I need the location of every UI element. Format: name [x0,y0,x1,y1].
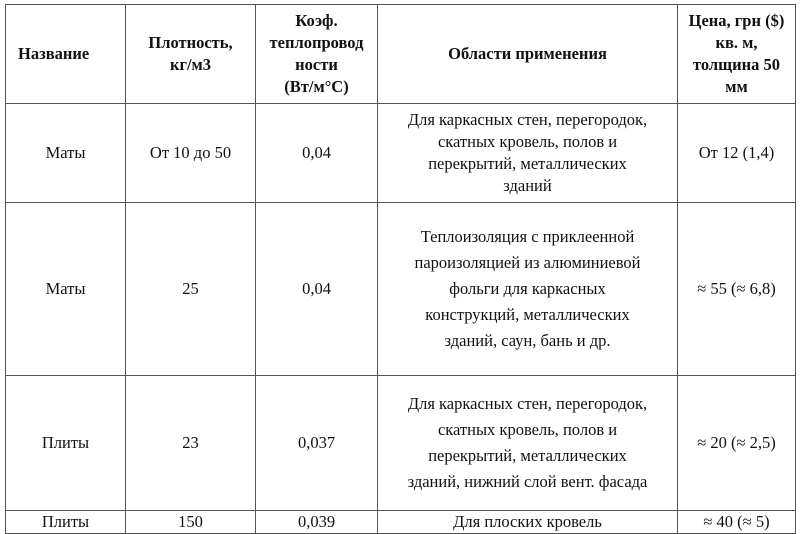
area-line: пароизоляцией из алюминиевой [414,253,641,272]
cell-name: Маты [6,104,126,203]
header-name [6,5,126,104]
header-price-line: кв. м, [715,33,758,52]
cell-area [378,376,678,511]
header-price [678,5,796,104]
header-price-line: Цена, грн ($) [688,11,785,30]
cell-density: 25 [126,203,256,376]
header-density [126,5,256,104]
header-density-line: кг/м3 [169,55,212,74]
cell-density: 150 [126,511,256,534]
cell-coef: 0,039 [256,511,378,534]
area-line: Для плоских кровель [453,512,602,531]
cell-density: От 10 до 50 [126,104,256,203]
header-coef-line: Коэф. [295,11,338,30]
header-coef-line: (Вт/м°С) [284,77,349,96]
area-line: зданий [503,176,552,195]
table-row [6,104,796,203]
cell-name: Плиты [6,376,126,511]
area-line: зданий, саун, бань и др. [444,331,611,350]
cell-area [378,203,678,376]
header-price-line: мм [725,77,748,96]
area-line: фольги для каркасных [449,279,606,298]
area-line: скатных кровель, полов и [437,132,618,151]
area-line: Для каркасных стен, перегородок, [407,110,648,129]
area-line: перекрытий, металлических [428,446,627,465]
cell-name: Плиты [6,511,126,534]
cell-coef: 0,04 [256,203,378,376]
cell-name: Маты [6,203,126,376]
header-coef-line: ности [295,55,338,74]
table-row [6,376,796,511]
cell-area [378,104,678,203]
header-coef-line: теплопровод [269,33,364,52]
header-area-text: Области применения [448,44,607,63]
header-name-text: Название [18,44,90,63]
cell-density: 23 [126,376,256,511]
area-line: Для каркасных стен, перегородок, [407,394,648,413]
cell-area [378,511,678,534]
cell-coef: 0,037 [256,376,378,511]
table-header-row [6,5,796,104]
header-area [378,5,678,104]
cell-price: ≈ 55 (≈ 6,8) [678,203,796,376]
area-line: перекрытий, металлических [428,154,627,173]
cell-price: ≈ 40 (≈ 5) [678,511,796,534]
header-coef [256,5,378,104]
header-density-line: Плотность, [148,33,233,52]
area-line: зданий, нижний слой вент. фасада [407,472,648,491]
header-price-line: толщина 50 [693,55,780,74]
cell-price: ≈ 20 (≈ 2,5) [678,376,796,511]
table-row [6,203,796,376]
area-line: скатных кровель, полов и [437,420,618,439]
table-row [6,511,796,534]
area-line: конструкций, металлических [425,305,630,324]
area-line: Теплоизоляция с приклеенной [420,227,635,246]
cell-price: От 12 (1,4) [678,104,796,203]
insulation-table-container [5,4,796,534]
cell-coef: 0,04 [256,104,378,203]
insulation-table [5,4,796,534]
